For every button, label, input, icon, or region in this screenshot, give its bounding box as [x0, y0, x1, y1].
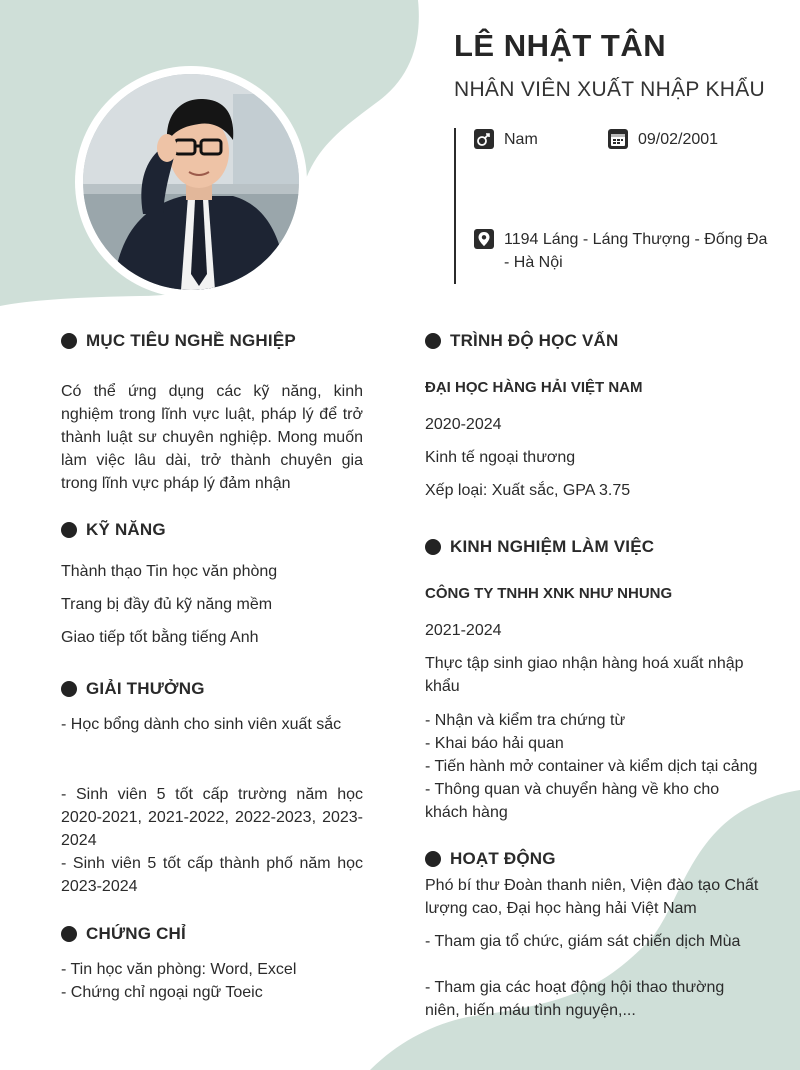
- award-item: - Sinh viên 5 tốt cấp thành phố năm học 2023-2024: [61, 855, 363, 895]
- experience-task: - Khai báo hải quan: [425, 735, 564, 752]
- experience-task: - Thông quan và chuyển hàng về kho cho khách hàng: [425, 781, 720, 821]
- experience-task: - Tiến hành mở container và kiểm dịch tại cảng: [425, 758, 758, 775]
- company-name: CÔNG TY TNHH XNK NHƯ NHUNG: [425, 585, 673, 602]
- calendar-icon: [608, 129, 628, 149]
- education-heading: [425, 331, 618, 351]
- activity-role: Phó bí thư Đoàn thanh niên, Viện đào tạo Chất lượng cao, Đại học hàng hải Việt Nam: [425, 877, 759, 917]
- bullet-dot: [425, 333, 441, 349]
- activity-item: - Tham gia các hoạt động hội thao thường niên, hiến máu tình nguyện,...: [425, 979, 725, 1019]
- awards-heading: [61, 679, 205, 699]
- gender-value: Nam: [504, 131, 538, 148]
- section-title: MỤC TIÊU NGHỀ NGHIỆP: [86, 331, 296, 350]
- address-info: [474, 228, 774, 274]
- skill-item: Trang bị đầy đủ kỹ năng mềm: [61, 596, 273, 613]
- activities-heading: [425, 849, 556, 869]
- location-pin-icon: [474, 229, 494, 249]
- certificate-item: - Tin học văn phòng: Word, Excel: [61, 961, 297, 978]
- birthdate-info: [608, 128, 758, 151]
- experience-role: Thực tập sinh giao nhận hàng hoá xuất nhập khẩu: [425, 655, 744, 695]
- section-title: HOẠT ĐỘNG: [450, 849, 556, 868]
- activity-item: - Tham gia tổ chức, giám sát chiến dịch Mùa: [425, 933, 741, 950]
- bullet-dot: [425, 539, 441, 555]
- section-title: KỸ NĂNG: [86, 520, 166, 539]
- skill-item: Giao tiếp tốt bằng tiếng Anh: [61, 629, 259, 646]
- divider-line: [454, 128, 456, 284]
- section-title: CHỨNG CHỈ: [86, 924, 186, 943]
- education-major: Kinh tế ngoại thương: [425, 449, 576, 466]
- birthdate-value: 09/02/2001: [638, 131, 719, 148]
- bullet-dot: [61, 681, 77, 697]
- experience-task: - Nhận và kiểm tra chứng từ: [425, 712, 626, 729]
- education-grade: Xếp loại: Xuất sắc, GPA 3.75: [425, 482, 631, 499]
- bullet-dot: [425, 851, 441, 867]
- award-item: - Sinh viên 5 tốt cấp trường năm học 2020-2021, 2021-2022, 2022-2023, 2023-2024: [61, 786, 363, 849]
- bullet-dot: [61, 522, 77, 538]
- bullet-dot: [61, 926, 77, 942]
- candidate-name: LÊ NHẬT TÂN: [454, 28, 667, 63]
- education-period: 2020-2024: [425, 416, 502, 433]
- bullet-dot: [61, 333, 77, 349]
- avatar: [83, 74, 299, 290]
- certificate-item: - Chứng chỉ ngoại ngữ Toeic: [61, 984, 263, 1001]
- award-item: - Học bổng dành cho sinh viên xuất sắc: [61, 716, 342, 733]
- experience-heading: [425, 537, 654, 557]
- section-title: GIẢI THƯỞNG: [86, 679, 205, 698]
- school-name: ĐẠI HỌC HÀNG HẢI VIỆT NAM: [425, 379, 643, 396]
- experience-period: 2021-2024: [425, 622, 502, 639]
- gender-icon: [474, 129, 494, 149]
- address-value: 1194 Láng - Láng Thượng - Đống Đa - Hà Nội: [504, 231, 768, 271]
- certificates-heading: [61, 924, 186, 944]
- section-title: TRÌNH ĐỘ HỌC VẤN: [450, 331, 619, 350]
- career-objective-text: Có thể ứng dụng các kỹ năng, kinh nghiệm trong lĩnh vực luật, pháp lý để trở thành luật sư chuyên nghiệp. Mong muốn làm việc lâu dài, trở thành chuyên gia trong lĩnh vực pháp lý đảm nhận: [61, 383, 363, 492]
- profile-photo: [75, 66, 307, 298]
- skills-heading: [61, 520, 166, 540]
- gender-info: [474, 128, 594, 151]
- section-title: KINH NGHIỆM LÀM VIỆC: [450, 537, 655, 556]
- skill-item: Thành thạo Tin học văn phòng: [61, 563, 278, 580]
- job-title: NHÂN VIÊN XUẤT NHẬP KHẨU: [454, 78, 765, 101]
- career-objective-heading: [61, 331, 296, 351]
